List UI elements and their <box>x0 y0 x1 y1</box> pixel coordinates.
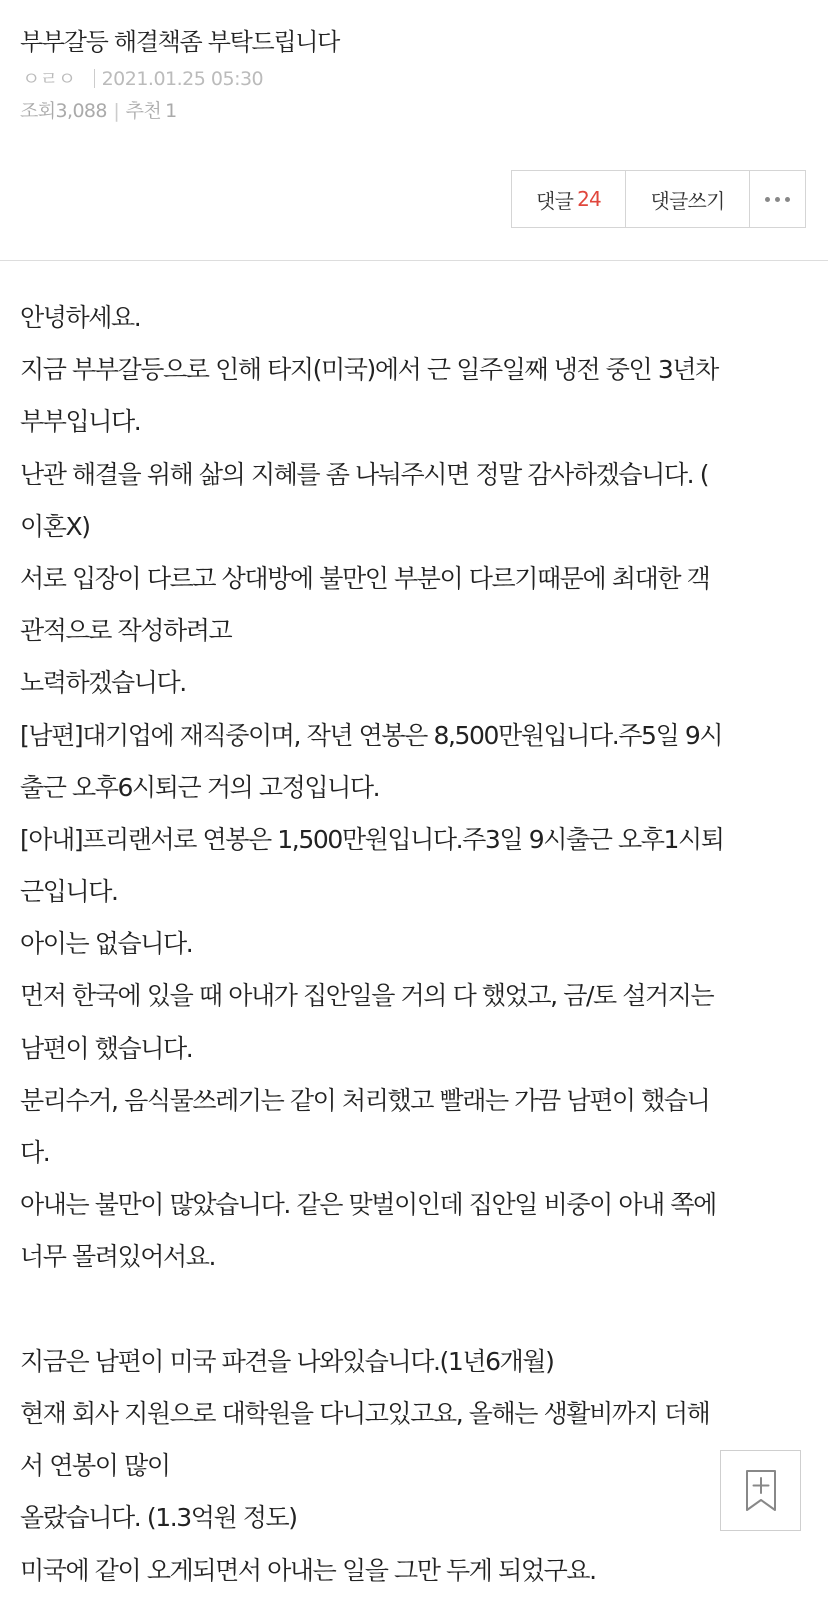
body-text-line: 서 연봉이 많이 <box>20 1451 170 1481</box>
body-text-line: 안녕하세요. <box>20 303 141 332</box>
body-text-line: 먼저 한국에 있을 때 아내가 집안일을 거의 다 했었고, 금/토 설거지는 <box>20 981 714 1011</box>
comments-label: 댓글 <box>536 188 574 213</box>
bookmark-button[interactable] <box>720 1450 801 1531</box>
post-action-bar <box>511 170 806 228</box>
header-divider <box>0 260 828 261</box>
body-text-line: 노력하겠습니다. <box>20 668 186 698</box>
views-label: 조회 <box>20 100 56 122</box>
body-text-line: 현재 회사 지원으로 대학원을 다니고있고요, 올해는 생활비까지 더해 <box>20 1398 710 1428</box>
body-text-line: 난관 해결을 위해 삶의 지혜를 좀 나눠주시면 정말 감사하겠습니다. ( <box>20 459 709 489</box>
body-text-line: 아내는 불만이 많았습니다. 같은 맞벌이인데 집안일 비중이 아내 쪽에 <box>20 1190 716 1220</box>
body-text-line: 다. <box>20 1138 50 1167</box>
bookmark-add-icon <box>744 1469 778 1513</box>
body-text-line: 남편이 했습니다. <box>20 1033 193 1063</box>
stats-divider: | <box>107 100 125 122</box>
body-text-line: 미국에 같이 오게되면서 아내는 일을 그만 두게 되었구요. <box>20 1555 596 1585</box>
post-date: 2021.01.25 05:30 <box>101 68 264 90</box>
body-text-line: 지금은 남편이 미국 파견을 나와있습니다.(1년6개월) <box>20 1346 554 1376</box>
write-comment-button[interactable]: 댓글쓰기 <box>626 171 750 227</box>
body-text-line: [아내]프리랜서로 연봉은 1,500만원입니다.주3일 9시출근 오후1시퇴 <box>20 824 724 854</box>
body-text-line: [남편]대기업에 재직중이며, 작년 연봉은 8,500만원입니다.주5일 9시 <box>20 720 723 750</box>
body-text-line: 지금 부부갈등으로 인해 타지(미국)에서 근 일주일째 냉전 중인 3년차 <box>20 355 718 385</box>
body-text-line: 관적으로 작성하려고 <box>20 616 232 646</box>
recommend-count: 1 <box>165 100 177 122</box>
body-blank-line <box>20 1284 810 1336</box>
post-body <box>20 292 810 1597</box>
body-text-line: 분리수거, 음식물쓰레기는 같이 처리했고 빨래는 가끔 남편이 했습니 <box>20 1085 710 1115</box>
body-text-line: 올랐습니다. (1.3억원 정도) <box>20 1503 297 1533</box>
views-count: 3,088 <box>55 100 107 122</box>
post-title: 부부갈등 해결책좀 부탁드립니다 <box>20 28 340 56</box>
more-horizontal-icon <box>765 197 790 202</box>
post-meta-stats <box>20 96 177 123</box>
comment-count: 24 <box>577 187 601 211</box>
more-options-button[interactable] <box>750 171 805 227</box>
body-text-line: 부부입니다. <box>20 407 141 437</box>
body-text-line: 이혼X) <box>20 511 90 541</box>
body-text-line: 아이는 없습니다. <box>20 929 193 959</box>
body-text-line: 출근 오후6시퇴근 거의 고정입니다. <box>20 772 380 802</box>
post-meta-author-date <box>22 64 263 91</box>
body-text-line: 너무 몰려있어서요. <box>20 1242 216 1272</box>
comments-button[interactable] <box>512 171 626 227</box>
author-name[interactable]: ㅇㄹㅇ <box>22 68 76 90</box>
recommend-label: 추천 <box>125 100 162 122</box>
body-text-line: 근입니다. <box>20 877 118 907</box>
body-text-line: 서로 입장이 다르고 상대방에 불만인 부분이 다르기때문에 최대한 객 <box>20 563 710 593</box>
meta-divider <box>94 69 95 88</box>
